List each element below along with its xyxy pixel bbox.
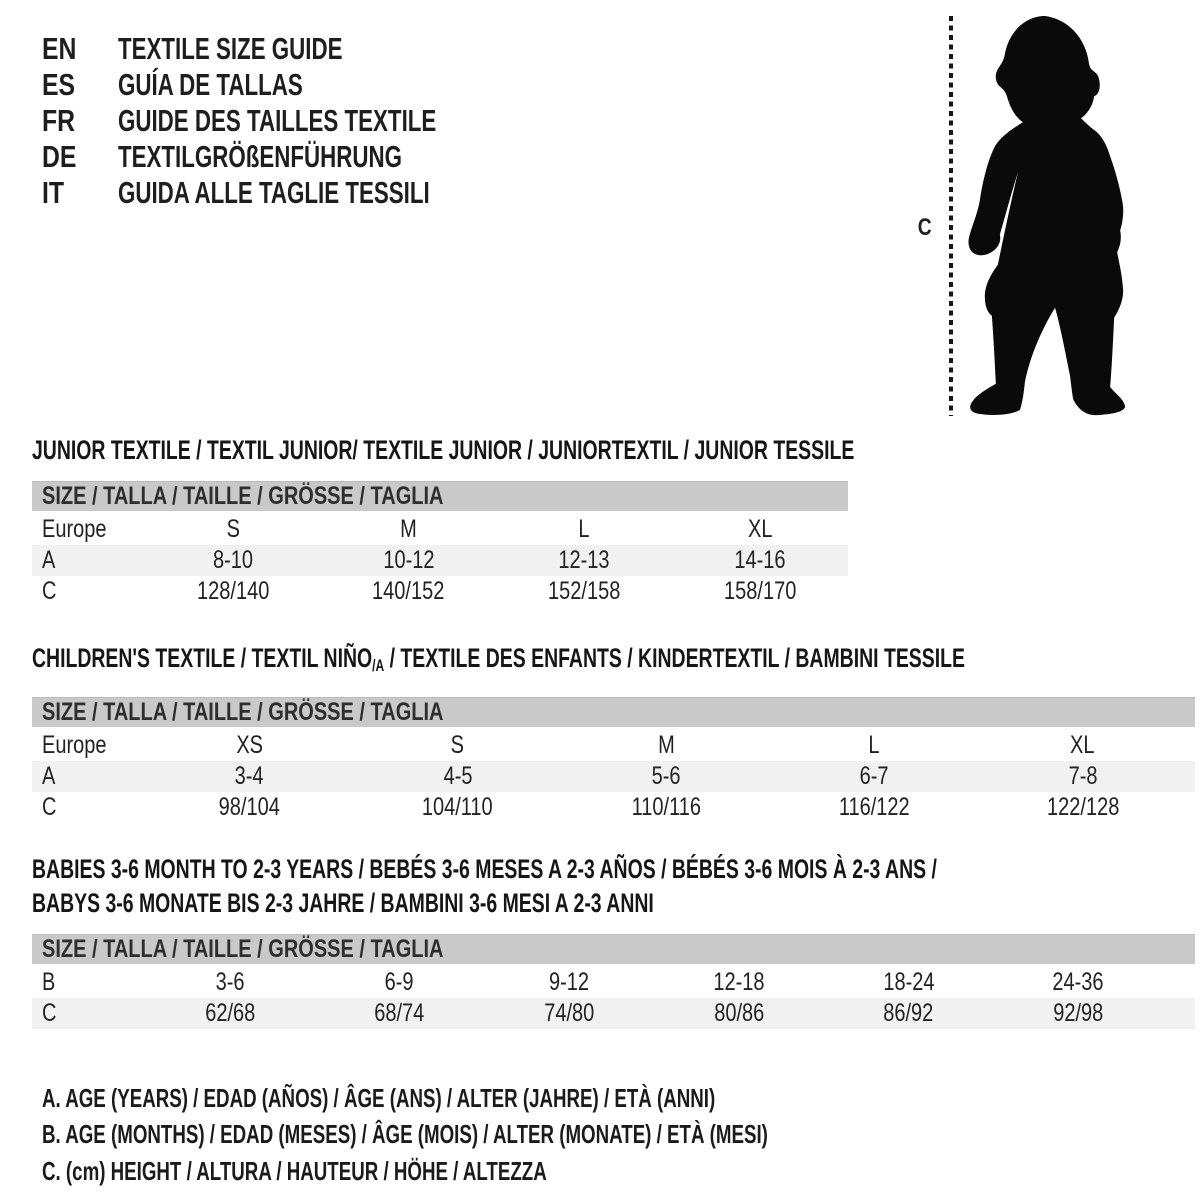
cell-text: 24-36 bbox=[1052, 968, 1104, 996]
table-row bbox=[32, 514, 848, 545]
table-row bbox=[32, 792, 1195, 823]
cell-text: 4-5 bbox=[443, 762, 473, 791]
height-measure-label bbox=[916, 214, 933, 242]
cell-text: 6-7 bbox=[859, 762, 889, 791]
cell-text: 18-24 bbox=[882, 968, 935, 996]
size-header-bar bbox=[32, 934, 1195, 964]
legend-line-a bbox=[42, 1080, 1050, 1117]
cell-value bbox=[497, 577, 673, 606]
babies-size-table bbox=[32, 967, 1195, 1029]
cell-value bbox=[353, 793, 561, 822]
cell-text: 110/116 bbox=[631, 793, 701, 822]
language-title bbox=[118, 67, 560, 103]
language-code-text: FR bbox=[42, 103, 76, 138]
title-line-2: BABYS 3-6 MONATE BIS 2-3 JAHRE / BAMBINI 3-6 MESI A 2-3 ANNI bbox=[32, 888, 654, 918]
language-code bbox=[42, 103, 118, 139]
cell-text: 5-6 bbox=[651, 762, 681, 791]
cell-text: 128/140 bbox=[196, 577, 270, 605]
language-code bbox=[42, 175, 118, 211]
cell-text: 98/104 bbox=[218, 793, 280, 822]
row-label bbox=[32, 577, 145, 606]
language-code bbox=[42, 139, 118, 175]
cell-text: 8-10 bbox=[212, 546, 253, 574]
language-code-text: DE bbox=[42, 139, 77, 174]
legend-text: B. AGE (MONTHS) / EDAD (MESES) / ÂGE (MOIS) / ALTER (MONATE) / ETÀ (MESI) bbox=[42, 1119, 768, 1150]
height-measure-label-text: C bbox=[917, 214, 932, 241]
cell-text: 62/68 bbox=[204, 999, 255, 1027]
cell-text: C bbox=[42, 577, 57, 605]
language-title-list bbox=[42, 31, 560, 211]
legend-line-c bbox=[42, 1153, 1050, 1190]
cell-value bbox=[315, 999, 485, 1028]
cell-text: 92/98 bbox=[1053, 999, 1104, 1027]
cell-text: M bbox=[400, 515, 417, 543]
cell-text: 10-12 bbox=[383, 546, 435, 574]
table-row bbox=[32, 730, 1195, 761]
language-code-text: IT bbox=[42, 175, 65, 210]
cell-value bbox=[979, 762, 1187, 791]
cell-value bbox=[497, 546, 673, 575]
toddler-silhouette-icon bbox=[966, 12, 1138, 418]
language-row-es bbox=[42, 67, 560, 103]
section-title bbox=[32, 433, 855, 467]
cell-text: 3-6 bbox=[215, 968, 245, 996]
height-figure bbox=[890, 0, 1190, 430]
language-code bbox=[42, 67, 118, 103]
section-title bbox=[32, 641, 1195, 683]
cell-value bbox=[770, 731, 978, 760]
cell-text: 9-12 bbox=[549, 968, 590, 996]
legend bbox=[42, 1080, 1050, 1190]
cell-value bbox=[353, 762, 561, 791]
section-title-text bbox=[32, 641, 965, 683]
cell-text: L bbox=[868, 731, 880, 760]
row-label bbox=[32, 999, 145, 1028]
cell-text: B bbox=[42, 968, 56, 996]
cell-value bbox=[145, 762, 353, 791]
cell-text: A bbox=[42, 762, 56, 791]
cell-text: M bbox=[657, 731, 675, 760]
language-code bbox=[42, 31, 118, 67]
section-title-text: JUNIOR TEXTILE / TEXTIL JUNIOR/ TEXTILE JUNIOR / JUNIORTEXTIL / JUNIOR TESSILE bbox=[32, 435, 855, 465]
cell-value bbox=[315, 968, 485, 997]
cell-text: 140/152 bbox=[372, 577, 445, 605]
cell-value bbox=[145, 968, 315, 997]
cell-value bbox=[562, 731, 770, 760]
cell-value bbox=[979, 793, 1187, 822]
title-part-before: CHILDREN'S TEXTILE / TEXTIL NIÑO bbox=[32, 643, 373, 673]
cell-text: XL bbox=[747, 515, 773, 543]
cell-text: 74/80 bbox=[544, 999, 595, 1027]
section-title-text bbox=[32, 852, 937, 920]
row-label bbox=[32, 546, 145, 575]
cell-text: XL bbox=[1070, 731, 1096, 760]
row-label bbox=[32, 968, 145, 997]
section-junior-textile bbox=[32, 433, 855, 607]
cell-value bbox=[672, 577, 848, 606]
cell-value bbox=[484, 968, 654, 997]
cell-value bbox=[672, 515, 848, 544]
cell-text: C bbox=[42, 999, 57, 1027]
cell-text: L bbox=[578, 515, 590, 543]
junior-size-table bbox=[32, 514, 848, 607]
cell-text: 158/170 bbox=[723, 577, 797, 605]
size-header-bar bbox=[32, 481, 848, 511]
language-row-it bbox=[42, 175, 560, 211]
table-row bbox=[32, 576, 848, 607]
row-label bbox=[32, 793, 145, 822]
cell-text: S bbox=[226, 515, 240, 543]
cell-value bbox=[145, 515, 321, 544]
cell-value bbox=[145, 793, 353, 822]
cell-value bbox=[824, 968, 994, 997]
cell-text: 116/122 bbox=[838, 793, 910, 822]
cell-text: 6-9 bbox=[385, 968, 414, 996]
cell-text: 12-18 bbox=[713, 968, 765, 996]
cell-text: 14-16 bbox=[734, 546, 786, 574]
title-part-sub: /A bbox=[372, 656, 385, 676]
cell-text: 80/86 bbox=[713, 999, 764, 1027]
language-title bbox=[118, 175, 560, 211]
language-title bbox=[118, 139, 560, 175]
cell-text: 3-4 bbox=[234, 762, 264, 791]
cell-text: S bbox=[450, 731, 465, 760]
cell-value bbox=[979, 731, 1187, 760]
table-row bbox=[32, 998, 1195, 1029]
size-header-text: SIZE / TALLA / TAILLE / GRÖSSE / TAGLIA bbox=[42, 935, 444, 963]
cell-value bbox=[484, 999, 654, 1028]
size-header-text: SIZE / TALLA / TAILLE / GRÖSSE / TAGLIA bbox=[42, 482, 444, 510]
cell-text: 86/92 bbox=[883, 999, 934, 1027]
legend-text: A. AGE (YEARS) / EDAD (AÑOS) / ÂGE (ANS) / ALTER (JAHRE) / ETÀ (ANNI) bbox=[42, 1082, 716, 1113]
cell-value bbox=[654, 968, 824, 997]
cell-value bbox=[824, 999, 994, 1028]
table-row bbox=[32, 545, 848, 576]
cell-value bbox=[562, 762, 770, 791]
language-row-fr bbox=[42, 103, 560, 139]
cell-text: 104/110 bbox=[422, 793, 493, 822]
cell-text: 122/128 bbox=[1046, 793, 1119, 822]
language-title bbox=[118, 31, 560, 67]
cell-text: XS bbox=[235, 731, 263, 760]
language-code-text: ES bbox=[42, 67, 76, 102]
cell-value bbox=[353, 731, 561, 760]
language-row-de bbox=[42, 139, 560, 175]
row-label bbox=[32, 731, 145, 760]
cell-value bbox=[321, 515, 497, 544]
toddler-silhouette-path bbox=[968, 16, 1125, 415]
cell-value bbox=[321, 546, 497, 575]
cell-value bbox=[145, 577, 321, 606]
cell-value bbox=[993, 968, 1163, 997]
cell-value bbox=[321, 577, 497, 606]
cell-value bbox=[145, 999, 315, 1028]
row-label bbox=[32, 515, 145, 544]
section-babies-textile bbox=[32, 852, 1195, 1029]
cell-value bbox=[654, 999, 824, 1028]
legend-text: C. (cm) HEIGHT / ALTURA / HAUTEUR / HÖHE / ALTEZZA bbox=[42, 1155, 547, 1186]
language-row-en bbox=[42, 31, 560, 67]
table-row bbox=[32, 967, 1195, 998]
cell-text: A bbox=[42, 546, 56, 574]
cell-value bbox=[562, 793, 770, 822]
title-part-after: / TEXTILE DES ENFANTS / KINDERTEXTIL / BAMBINI TESSILE bbox=[384, 643, 965, 673]
cell-text: 12-13 bbox=[558, 546, 610, 574]
language-title bbox=[118, 103, 560, 139]
language-code-text: EN bbox=[42, 31, 77, 66]
table-row bbox=[32, 761, 1195, 792]
language-title-text: TEXTILE SIZE GUIDE bbox=[118, 31, 343, 66]
cell-text: C bbox=[42, 793, 57, 822]
section-title bbox=[32, 852, 1195, 920]
cell-text: 7-8 bbox=[1068, 762, 1098, 791]
cell-text: Europe bbox=[42, 731, 107, 760]
language-title-text: GUÍA DE TALLAS bbox=[118, 67, 303, 102]
row-label bbox=[32, 762, 145, 791]
size-header-bar bbox=[32, 697, 1195, 727]
legend-line-b bbox=[42, 1117, 1050, 1154]
size-header-text: SIZE / TALLA / TAILLE / GRÖSSE / TAGLIA bbox=[42, 698, 444, 727]
cell-value bbox=[145, 731, 353, 760]
cell-value bbox=[145, 546, 321, 575]
title-line-1: BABIES 3-6 MONTH TO 2-3 YEARS / BEBÉS 3-6 MESES A 2-3 AÑOS / BÉBÉS 3-6 MOIS À 2-3 ANS / bbox=[32, 854, 937, 884]
cell-value bbox=[770, 793, 978, 822]
cell-value bbox=[993, 999, 1163, 1028]
cell-value bbox=[770, 762, 978, 791]
children-size-table bbox=[32, 730, 1195, 823]
cell-value bbox=[497, 515, 673, 544]
language-title-text: GUIDE DES TAILLES TEXTILE bbox=[118, 103, 437, 138]
cell-text: Europe bbox=[42, 515, 107, 543]
cell-value bbox=[672, 546, 848, 575]
cell-text: 152/158 bbox=[548, 577, 621, 605]
cell-text: 68/74 bbox=[374, 999, 425, 1027]
section-children-textile bbox=[32, 641, 1195, 823]
height-measure-line bbox=[949, 16, 953, 416]
language-title-text: TEXTILGRÖßENFÜHRUNG bbox=[118, 139, 402, 174]
language-title-text: GUIDA ALLE TAGLIE TESSILI bbox=[118, 175, 430, 210]
